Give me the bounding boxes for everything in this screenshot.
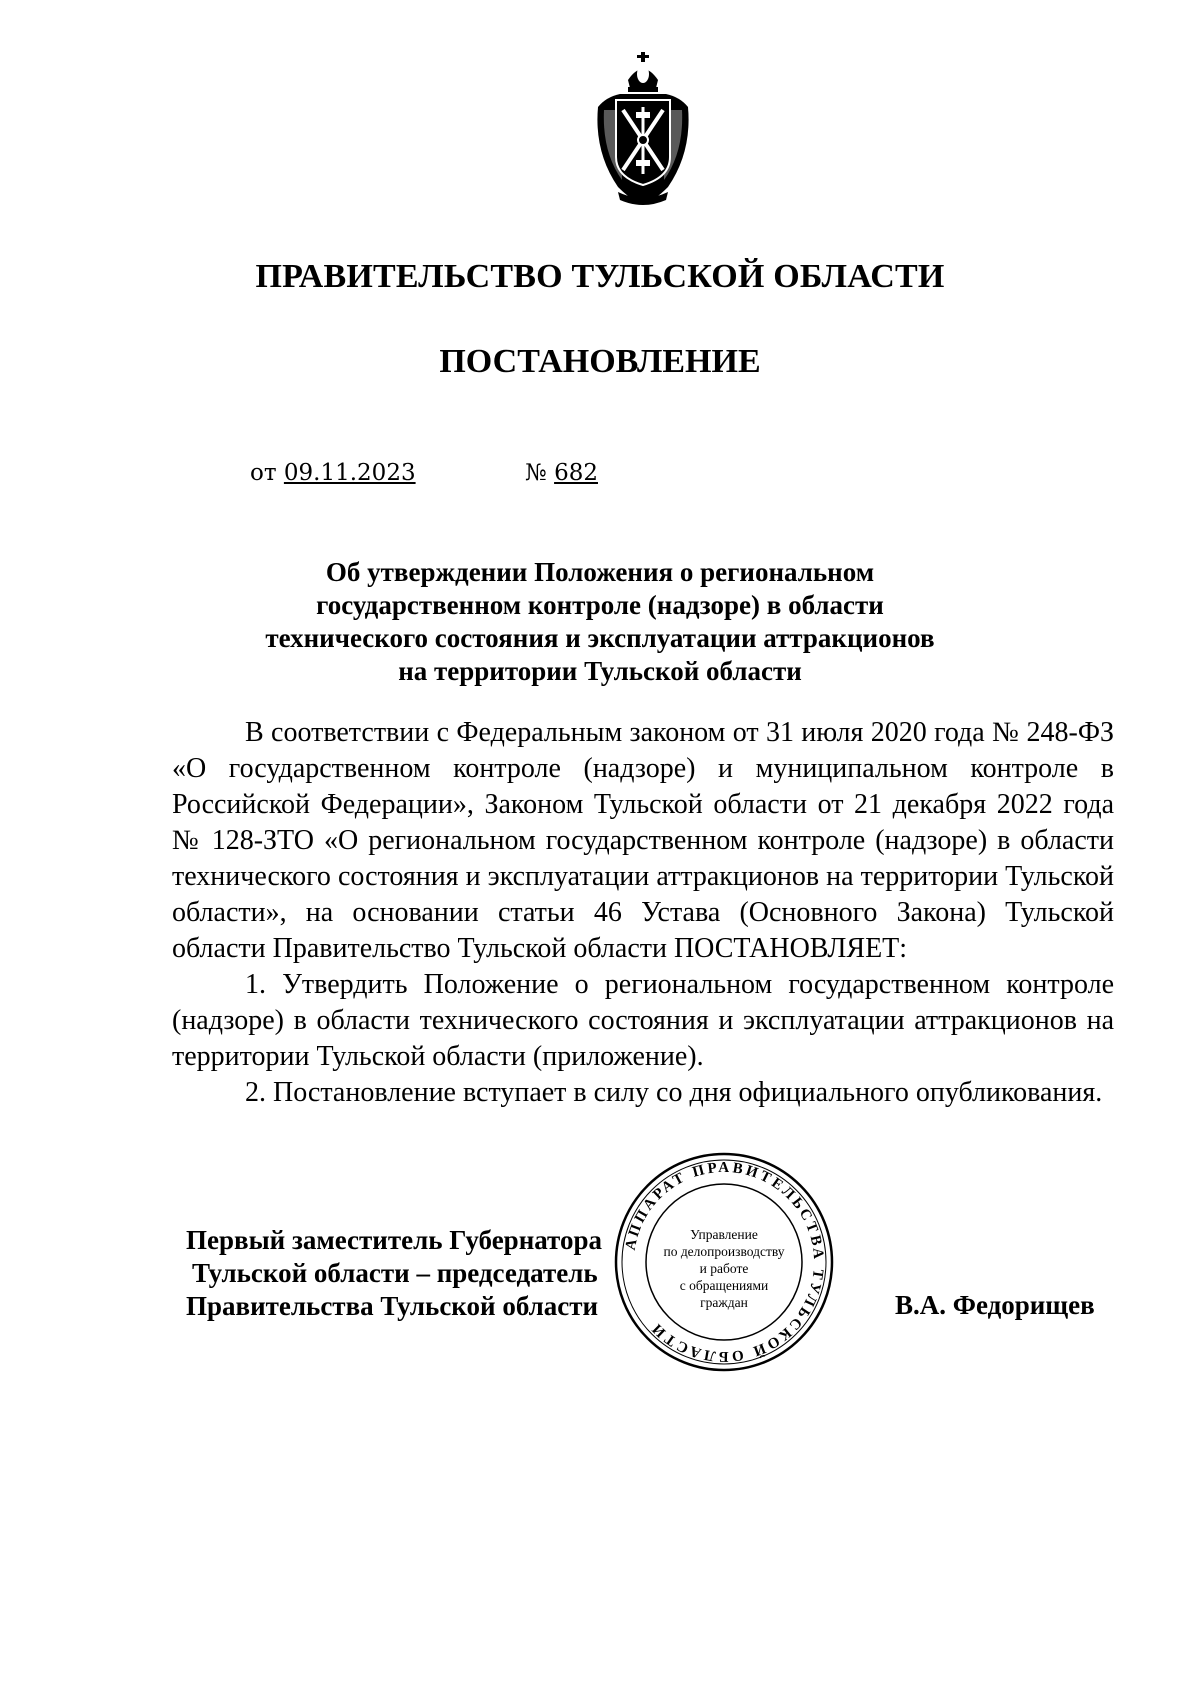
clause-2: 2. Постановление вступает в силу со дня официального опубликования.	[245, 1077, 1103, 1108]
date-value: 09.11.2023	[283, 460, 416, 486]
subject-line: технического состояния и эксплуатации аттракционов	[265, 623, 935, 653]
subject-line: Об утверждении Положения о региональном	[325, 557, 875, 587]
document-body	[172, 715, 1114, 1111]
signatory-name: В.А. Федорищев	[895, 1290, 1095, 1320]
subject-line: государственном контроле (надзоре) в области	[316, 590, 884, 620]
position-line: Тульской области – председатель	[192, 1258, 598, 1288]
signatory-position	[186, 1224, 626, 1323]
date-prefix: от	[250, 460, 277, 486]
subject-line: на территории Тульской области	[398, 656, 802, 686]
document-number	[525, 460, 598, 486]
stamp-ring-text: АППАРАТ ПРАВИТЕЛЬСТВА ТУЛЬСКОЙ ОБЛАСТИ	[622, 1159, 827, 1365]
stamp-inner-text	[640, 1226, 808, 1311]
document-type-heading: ПОСТАНОВЛЕНИЕ	[439, 343, 761, 380]
number-prefix: №	[525, 460, 547, 486]
position-line: Правительства Тульской области	[186, 1291, 599, 1321]
clause-1: 1. Утвердить Положение о региональном государственном контроле (надзоре) в области технического состояния и эксплуатации аттракционов на территории Тульской области (приложение).	[172, 969, 1114, 1072]
position-line: Первый заместитель Губернатора	[186, 1225, 602, 1255]
document-date	[250, 460, 416, 486]
stamp-line: по делопроизводству	[663, 1244, 785, 1259]
stamp-line: с обращениями	[679, 1278, 769, 1293]
coat-of-arms-icon	[588, 52, 698, 212]
number-value: 682	[554, 460, 598, 486]
preamble-paragraph: В соответствии с Федеральным законом от 31 июля 2020 года № 248-ФЗ «О государственном контроле (надзоре) и муниципальном контроле в Российской Федерации», Законом Тульской области от 21 декабря 2022 года № 128-ЗТО «О региональном государственном контроле (надзоре) в области технического состояния и эксплуатации аттракционов на территории Тульской области», на основании статьи 46 Устава (Основного Закона) Тульской области Правительство Тульской области ПОСТАНОВЛЯЕТ:	[172, 717, 1114, 964]
stamp-line: Управление	[690, 1227, 758, 1242]
stamp-line: граждан	[700, 1295, 748, 1310]
stamp-line: и работе	[699, 1261, 749, 1276]
document-subject	[240, 556, 960, 688]
government-title: ПРАВИТЕЛЬСТВО ТУЛЬСКОЙ ОБЛАСТИ	[255, 258, 945, 295]
